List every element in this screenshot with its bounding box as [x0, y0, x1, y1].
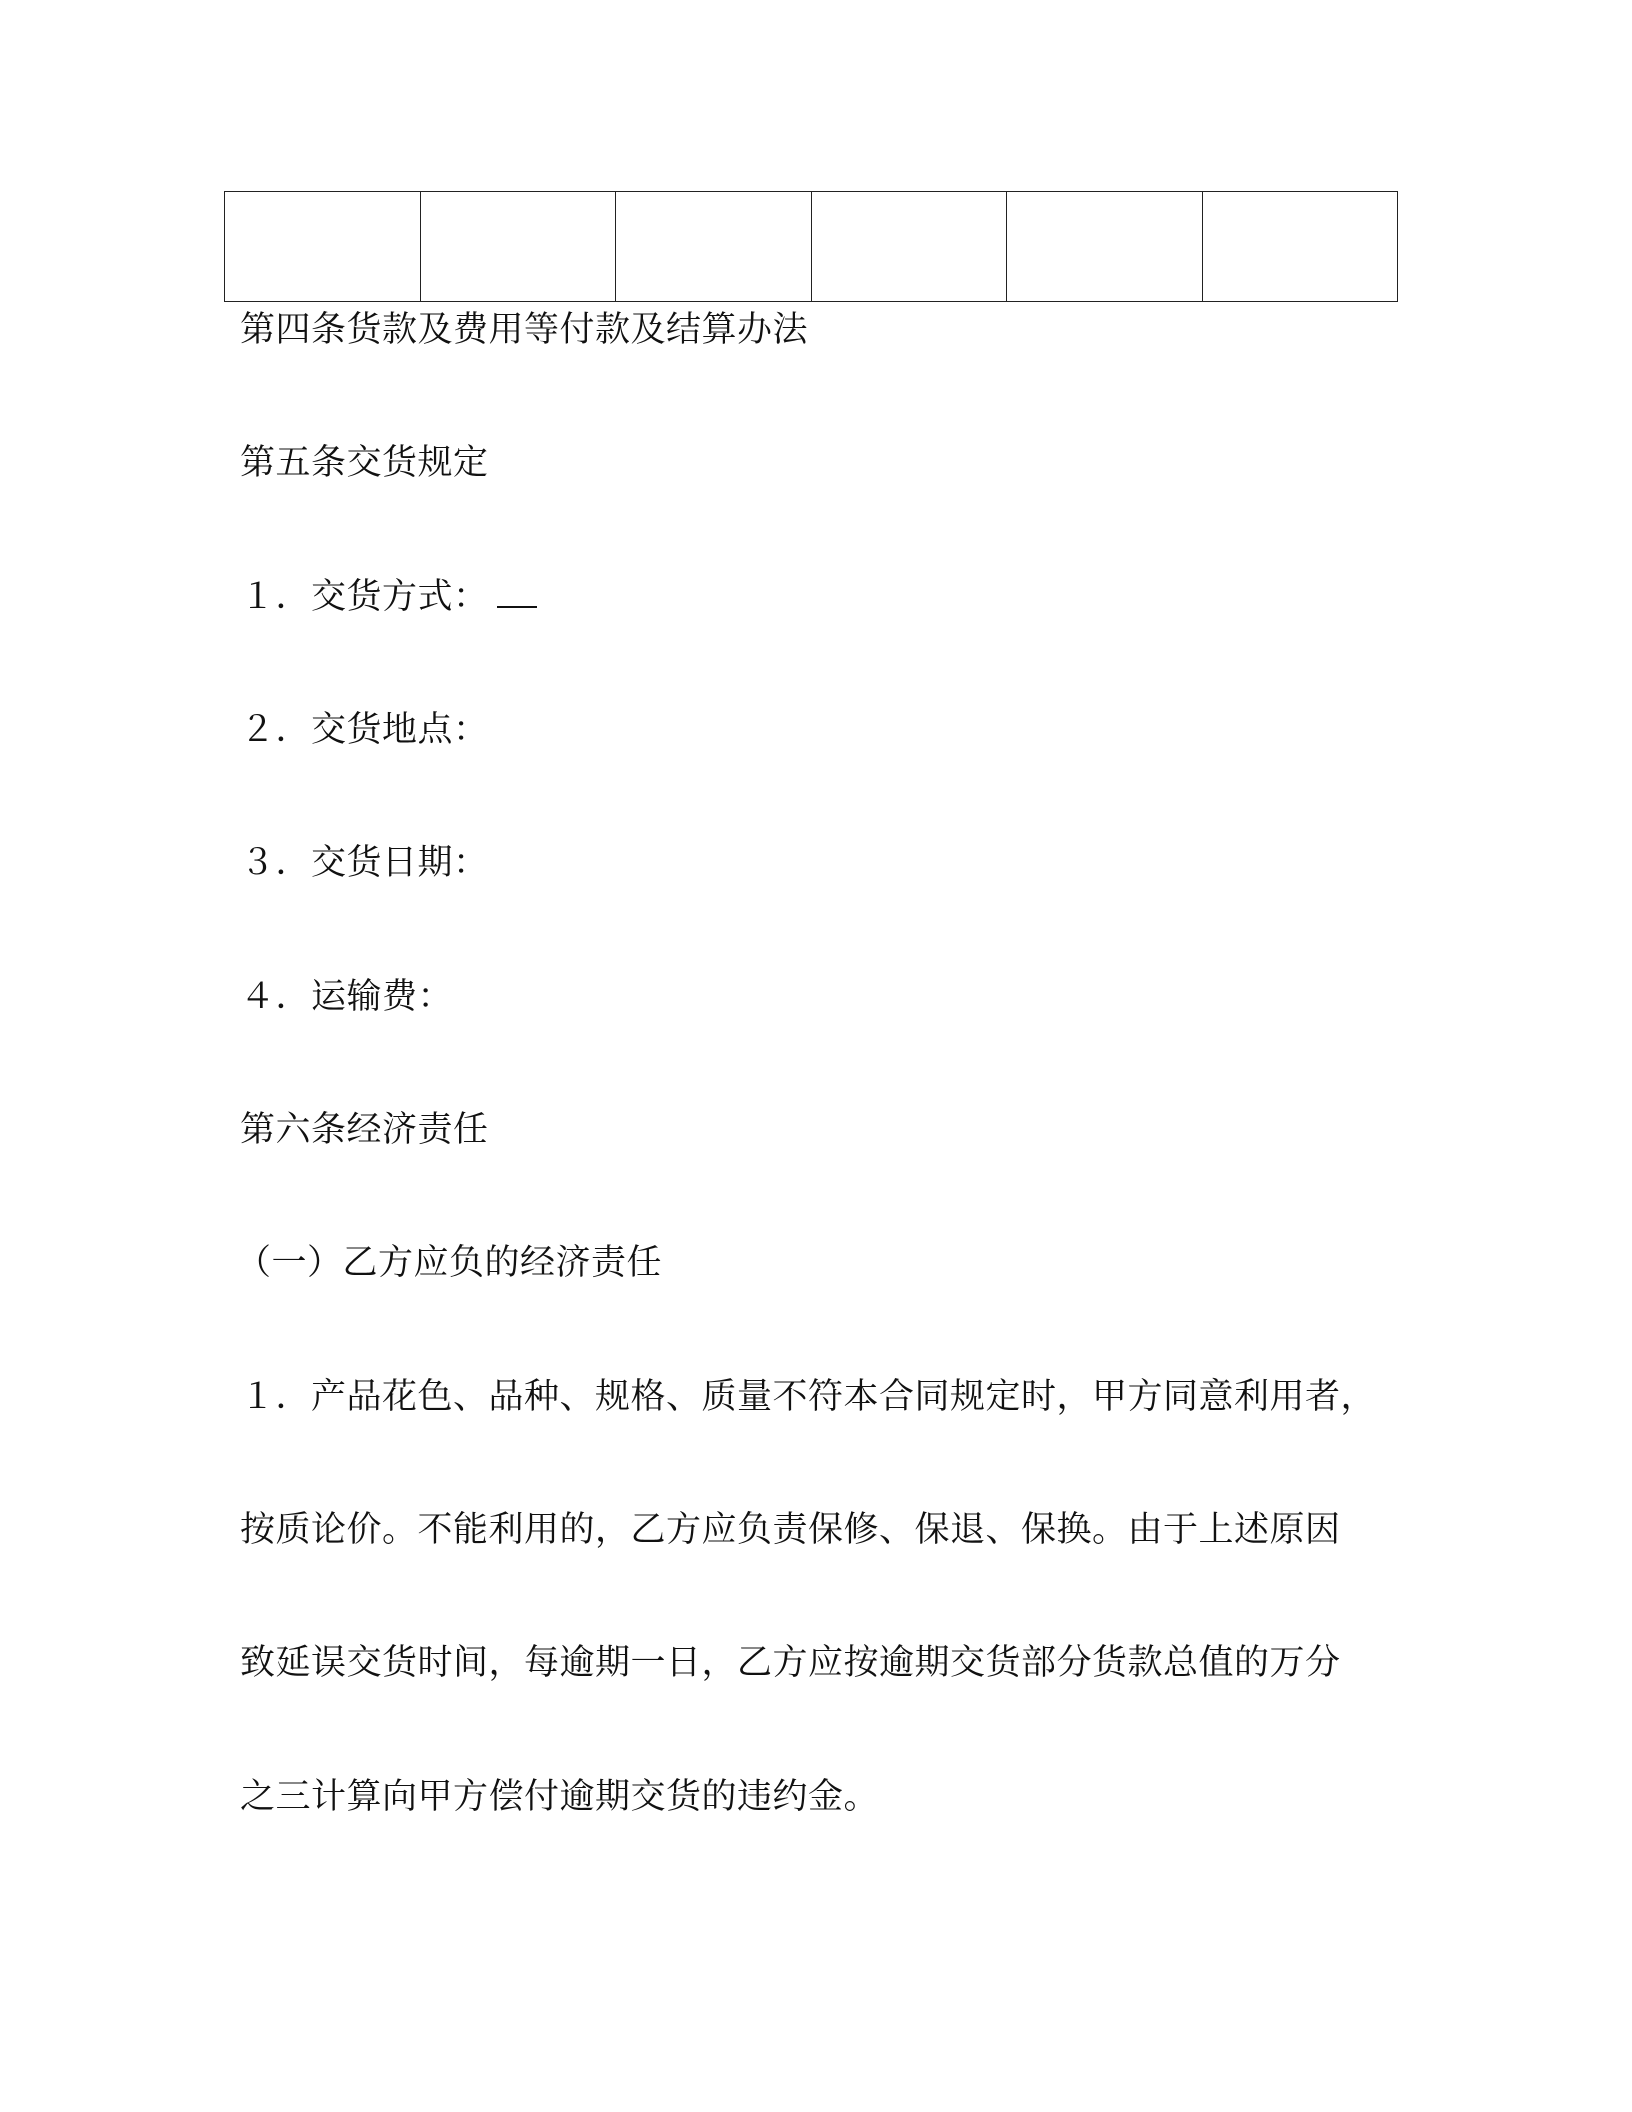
paragraph-line: 致延误交货时间，每逾期一日，乙方应按逾期交货部分货款总值的万分 — [240, 1643, 1341, 1683]
delivery-method-blank — [497, 576, 537, 608]
blank-table — [224, 191, 1398, 302]
table-cell — [1007, 192, 1203, 302]
table-cell — [811, 192, 1007, 302]
article-6-heading: 第六条经济责任 — [240, 1110, 489, 1150]
delivery-method-line — [240, 575, 537, 619]
delivery-date-label: ３．交货日期： — [240, 843, 489, 883]
paragraph-line: 之三计算向甲方偿付逾期交货的违约金。 — [240, 1777, 880, 1817]
table-cell — [616, 192, 812, 302]
delivery-place-label: ２．交货地点： — [240, 710, 489, 750]
section-1-heading: （一）乙方应负的经济责任 — [236, 1243, 663, 1283]
table-row — [225, 192, 1398, 302]
article-4-heading: 第四条货款及费用等付款及结算办法 — [240, 310, 809, 350]
table-cell — [420, 192, 616, 302]
blank-table-wrapper — [224, 191, 1398, 302]
paragraph-line: １．产品花色、品种、规格、质量不符本合同规定时，甲方同意利用者， — [240, 1377, 1377, 1417]
table-cell — [1202, 192, 1398, 302]
table-cell — [225, 192, 421, 302]
transport-fee-label: ４．运输费： — [240, 977, 454, 1017]
paragraph-line: 按质论价。不能利用的，乙方应负责保修、保退、保换。由于上述原因 — [240, 1510, 1341, 1550]
delivery-method-label: １．交货方式： — [240, 577, 489, 617]
article-5-heading: 第五条交货规定 — [240, 443, 489, 483]
